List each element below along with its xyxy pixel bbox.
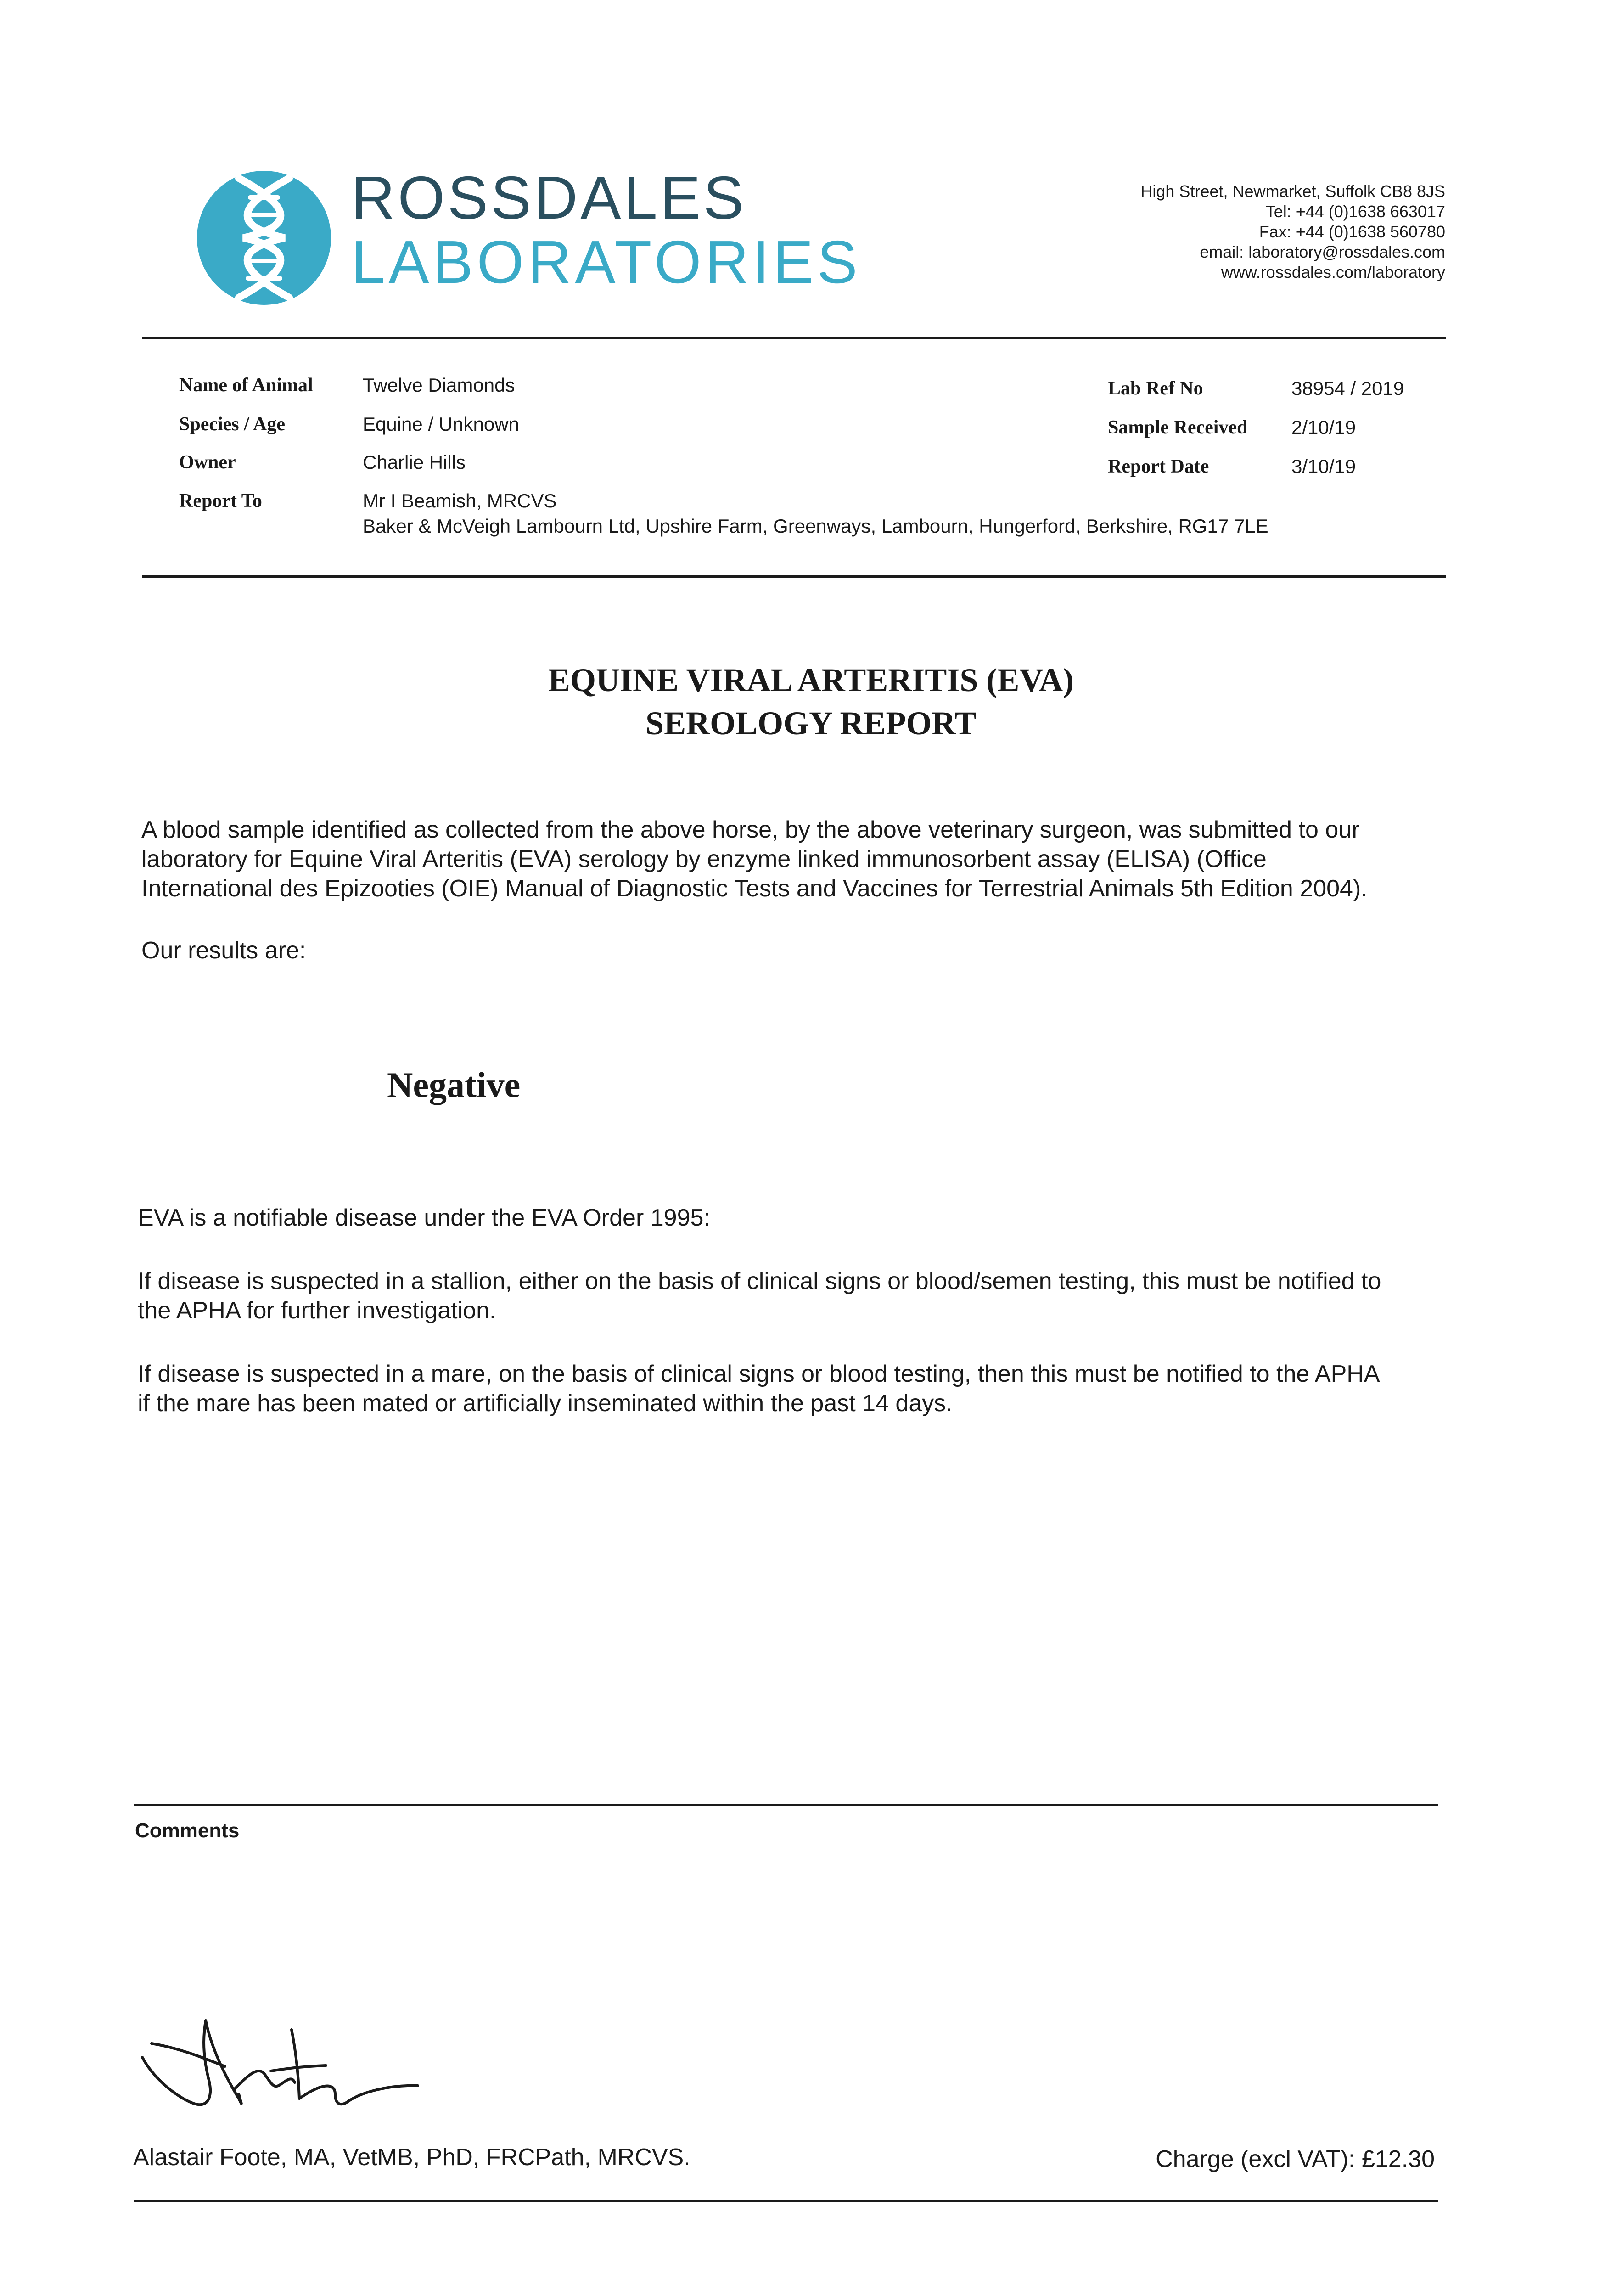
header-divider [142, 337, 1446, 339]
intro-line: International des Epizooties (OIE) Manual of Diagnostic Tests and Vaccines for Terrestrial Animals 5th Edition 2004). [141, 875, 1368, 902]
mare-line: If disease is suspected in a mare, on the basis of clinical signs or blood testing, then this must be notified to the APHA [138, 1361, 1380, 1387]
report-title-line1: EQUINE VIRAL ARTERITIS (EVA) [548, 662, 1074, 698]
sample-received-value: 2/10/19 [1291, 416, 1356, 438]
comments-divider [134, 1804, 1438, 1806]
sample-received-label: Sample Received [1108, 417, 1248, 438]
brand-name-line1: ROSSDALES [351, 164, 746, 231]
stallion-line: If disease is suspected in a stallion, either on the basis of clinical signs or blood/semen testing, this must be notified to [138, 1268, 1381, 1294]
signature-image [133, 2007, 473, 2126]
dna-helix-icon [195, 169, 333, 307]
brand-name-line2: LABORATORIES [351, 228, 861, 296]
contact-address: High Street, Newmarket, Suffolk CB8 8JS [1140, 182, 1445, 201]
signer-name: Alastair Foote, MA, VetMB, PhD, FRCPath, MRCVS. [133, 2144, 690, 2171]
intro-paragraph [141, 815, 1368, 903]
stallion-line: the APHA for further investigation. [138, 1297, 496, 1324]
report-title-line2: SEROLOGY REPORT [645, 705, 977, 742]
contact-email[interactable]: email: laboratory@rossdales.com [1200, 242, 1445, 261]
charge-amount: Charge (excl VAT): £12.30 [1156, 2146, 1435, 2172]
name-of-animal-label: Name of Animal [179, 375, 313, 396]
info-divider [142, 575, 1446, 578]
footer-divider [134, 2200, 1438, 2202]
intro-line: laboratory for Equine Viral Arteritis (EVA) serology by enzyme linked immunosorbent assay (ELISA) (Office [141, 846, 1267, 872]
results-intro: Our results are: [141, 937, 306, 964]
species-age-label: Species / Age [179, 414, 285, 435]
contact-website[interactable]: www.rossdales.com/laboratory [1221, 263, 1445, 281]
report-date-label: Report Date [1108, 456, 1209, 477]
mare-line: if the mare has been mated or artificially inseminated within the past 14 days. [138, 1390, 953, 1417]
report-to-name: Mr I Beamish, MRCVS [363, 490, 557, 512]
contact-fax: Fax: +44 (0)1638 560780 [1259, 222, 1445, 241]
result-value: Negative [387, 1065, 521, 1105]
owner-label: Owner [179, 452, 236, 473]
lab-ref-label: Lab Ref No [1108, 378, 1203, 399]
report-to-label: Report To [179, 490, 262, 512]
stallion-paragraph [138, 1266, 1381, 1325]
lab-ref-value: 38954 / 2019 [1291, 377, 1404, 399]
mare-paragraph [138, 1359, 1380, 1418]
name-of-animal-value: Twelve Diamonds [363, 374, 515, 396]
notifiable-statement: EVA is a notifiable disease under the EVA Order 1995: [138, 1204, 710, 1231]
comments-label: Comments [135, 1819, 240, 1842]
report-date-value: 3/10/19 [1291, 456, 1356, 477]
contact-tel: Tel: +44 (0)1638 663017 [1265, 202, 1445, 221]
owner-value: Charlie Hills [363, 451, 466, 473]
intro-line: A blood sample identified as collected from the above horse, by the above veterinary surgeon, was submitted to our [141, 816, 1360, 843]
contact-block [1140, 181, 1445, 282]
species-age-value: Equine / Unknown [363, 413, 519, 435]
report-to-address: Baker & McVeigh Lambourn Ltd, Upshire Farm, Greenways, Lambourn, Hungerford, Berkshire, RG17 7LE [363, 515, 1268, 537]
